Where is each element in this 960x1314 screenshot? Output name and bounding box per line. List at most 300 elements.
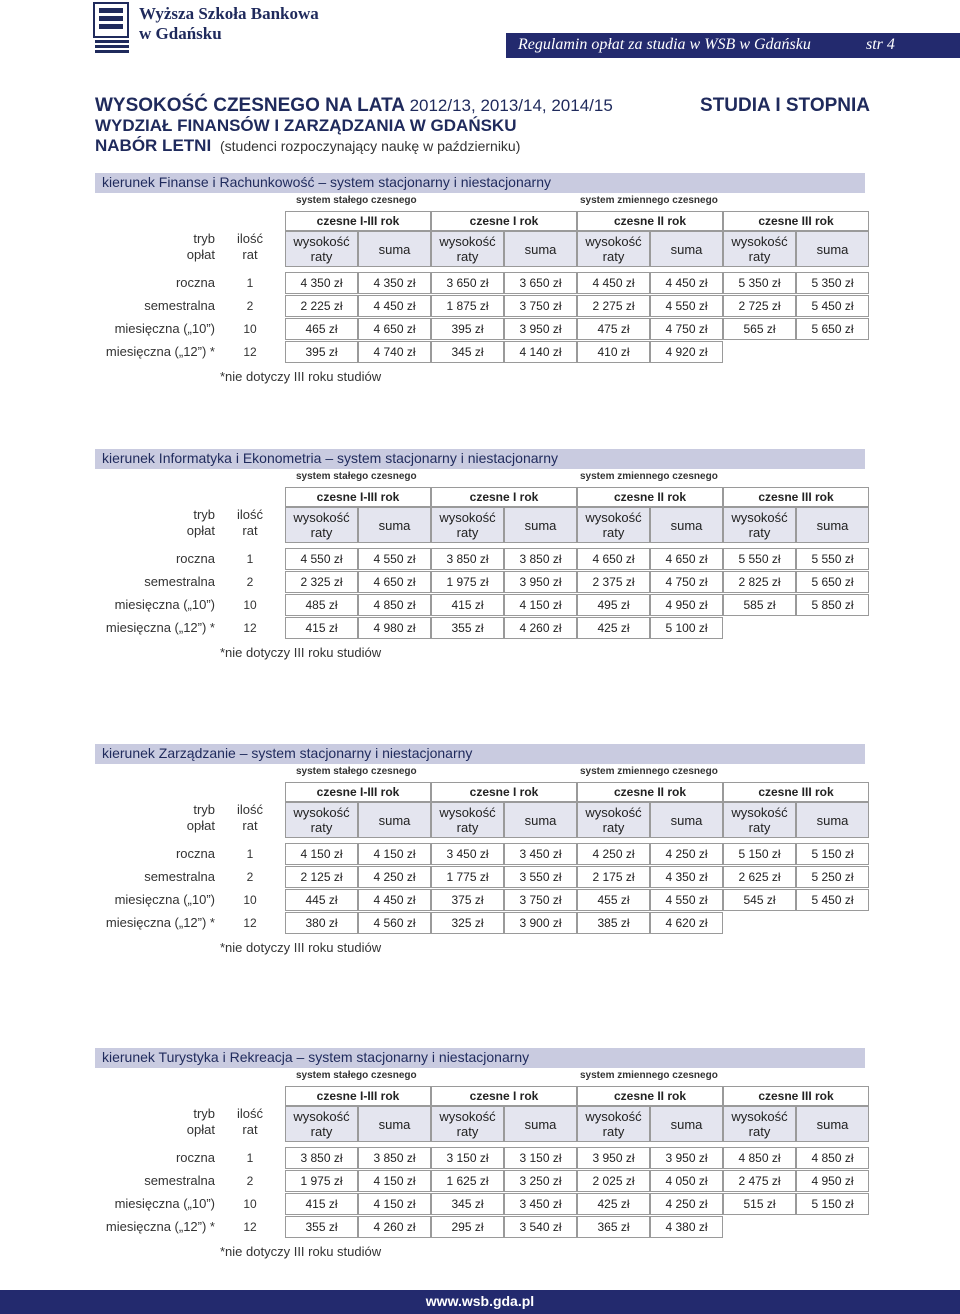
table-cell: 410 zł [577, 341, 650, 363]
table-cell: 3 850 zł [285, 1147, 358, 1169]
row-count: 2 [246, 1174, 254, 1188]
wysokosc-line: wysokość [731, 805, 788, 820]
table-cell: 4 550 zł [650, 889, 723, 911]
table-cell: 485 zł [285, 594, 358, 616]
wysokosc-label [293, 1109, 349, 1139]
table-cell: 4 150 zł [358, 843, 431, 865]
table-cell: 2 125 zł [285, 866, 358, 888]
suma-header [650, 1106, 723, 1142]
raty-line: raty [748, 525, 771, 540]
tryb-label: tryb [193, 507, 215, 522]
section-title: kierunek Informatyka i Ekonometria – system stacjonarny i niestacjonarny [102, 450, 558, 466]
table-cell: 545 zł [723, 889, 796, 911]
raty-line: raty [748, 249, 771, 264]
table-cell: 4 260 zł [358, 1216, 431, 1238]
table-cell: 2 475 zł [723, 1170, 796, 1192]
year-header: czesne I rok [431, 1086, 577, 1106]
title-years: 2012/13, 2013/14, 2014/15 [409, 96, 613, 115]
tryb-label: opłat [186, 247, 215, 262]
table-cell: 4 380 zł [650, 1216, 723, 1238]
table-cell: 1 625 zł [431, 1170, 504, 1192]
row-label: miesięczna („12”) * [105, 1219, 215, 1234]
system-variable-label: system zmiennego czesnego [580, 471, 718, 482]
ilosc-label: rat [242, 1122, 258, 1137]
table-cell: 4 750 zł [650, 571, 723, 593]
row-count: 12 [243, 621, 257, 635]
year-header: czesne I-III rok [285, 211, 431, 231]
table-cell: 585 zł [723, 594, 796, 616]
wysokosc-line: wysokość [439, 510, 496, 525]
suma-label: suma [524, 1116, 557, 1132]
wysokosc-header [431, 802, 504, 838]
suma-header [650, 231, 723, 267]
row-label: semestralna [144, 298, 215, 313]
tryb-header [175, 507, 215, 543]
suma-label: suma [816, 1116, 849, 1132]
ilosc-label: ilość [236, 507, 263, 522]
row-label: miesięczna („10”) [114, 1196, 215, 1211]
row-count: 1 [246, 276, 254, 290]
intake-title: NABÓR LETNI [95, 136, 212, 155]
header-band [506, 33, 960, 58]
table-cell: 4 250 zł [577, 843, 650, 865]
table-cell: 465 zł [285, 318, 358, 340]
ilosc-label: ilość [236, 231, 263, 246]
wysokosc-label [585, 510, 641, 540]
table-cell: 3 750 zł [504, 889, 577, 911]
suma-label: suma [816, 517, 849, 533]
table-cell: 3 900 zł [504, 912, 577, 934]
table-cell: 5 150 zł [796, 843, 869, 865]
table-cell: 4 650 zł [577, 548, 650, 570]
suma-label: suma [816, 241, 849, 257]
table-cell: 515 zł [723, 1193, 796, 1215]
raty-line: raty [602, 820, 625, 835]
table-cell: 345 zł [431, 341, 504, 363]
table-cell: 4 850 zł [723, 1147, 796, 1169]
tryb-label: tryb [193, 231, 215, 246]
table-cell: 4 450 zł [650, 272, 723, 294]
wysokosc-line: wysokość [585, 234, 642, 249]
row-count: 2 [246, 299, 254, 313]
table-cell: 1 775 zł [431, 866, 504, 888]
table-cell: 2 375 zł [577, 571, 650, 593]
table-cell: 3 950 zł [650, 1147, 723, 1169]
row-count: 2 [246, 575, 254, 589]
table-cell: 2 825 zł [723, 571, 796, 593]
suma-header [358, 1106, 431, 1142]
table-cell: 4 650 zł [650, 548, 723, 570]
raty-line: raty [310, 525, 333, 540]
raty-line: raty [456, 525, 479, 540]
table-cell: 3 150 zł [504, 1147, 577, 1169]
page-title [95, 95, 870, 156]
suma-header [504, 507, 577, 543]
suma-header [358, 231, 431, 267]
wysokosc-header [431, 1106, 504, 1142]
ilosc-header [228, 231, 272, 267]
section-title: kierunek Finanse i Rachunkowość – system stacjonarny i niestacjonarny [102, 174, 551, 190]
year-header: czesne I-III rok [285, 487, 431, 507]
raty-line: raty [748, 820, 771, 835]
table-cell: 4 150 zł [358, 1193, 431, 1215]
table-cell: 4 750 zł [650, 318, 723, 340]
table-cell: 4 050 zł [650, 1170, 723, 1192]
table-cell: 4 950 zł [650, 594, 723, 616]
wysokosc-line: wysokość [585, 1109, 642, 1124]
suma-label: suma [670, 517, 703, 533]
row-label: roczna [175, 551, 215, 566]
table-cell: 345 zł [431, 1193, 504, 1215]
table-cell: 415 zł [285, 1193, 358, 1215]
table-cell: 4 550 zł [285, 548, 358, 570]
year-header: czesne I rok [431, 782, 577, 802]
wysokosc-line: wysokość [731, 510, 788, 525]
table-cell: 5 450 zł [796, 889, 869, 911]
tryb-label: tryb [193, 1106, 215, 1121]
row-count: 10 [243, 322, 257, 336]
suma-label: suma [378, 812, 411, 828]
section-title-band [95, 1048, 865, 1068]
suma-label: suma [378, 517, 411, 533]
table-cell: 5 550 zł [723, 548, 796, 570]
raty-line: raty [456, 820, 479, 835]
suma-header [504, 802, 577, 838]
suma-header [796, 231, 869, 267]
tryb-header [175, 1106, 215, 1142]
table-cell: 325 zł [431, 912, 504, 934]
ilosc-label: rat [242, 523, 258, 538]
wysokosc-line: wysokość [293, 1109, 350, 1124]
table-cell: 2 275 zł [577, 295, 650, 317]
wysokosc-label [439, 1109, 495, 1139]
table-cell: 4 140 zł [504, 341, 577, 363]
row-label: semestralna [144, 869, 215, 884]
study-stage: STUDIA I STOPNIA [700, 95, 870, 116]
footnote: *nie dotyczy III roku studiów [220, 369, 382, 384]
wysokosc-label [731, 1109, 787, 1139]
wysokosc-label [585, 234, 641, 264]
row-count: 10 [243, 893, 257, 907]
table-cell: 3 950 zł [577, 1147, 650, 1169]
table-cell: 475 zł [577, 318, 650, 340]
system-fixed-label: system stałego czesnego [296, 766, 417, 777]
row-label: miesięczna („12”) * [105, 620, 215, 635]
wysokosc-header [723, 231, 796, 267]
table-cell: 445 zł [285, 889, 358, 911]
table-cell: 495 zł [577, 594, 650, 616]
row-label: miesięczna („10”) [114, 597, 215, 612]
wysokosc-line: wysokość [293, 510, 350, 525]
ilosc-label: rat [242, 247, 258, 262]
table-cell: 3 850 zł [504, 548, 577, 570]
table-cell: 4 550 zł [650, 295, 723, 317]
suma-header [504, 1106, 577, 1142]
wysokosc-header [723, 507, 796, 543]
table-cell: 5 450 zł [796, 295, 869, 317]
footnote: *nie dotyczy III roku studiów [220, 940, 382, 955]
table-cell: 4 850 zł [358, 594, 431, 616]
row-label: roczna [175, 846, 215, 861]
table-cell: 4 350 zł [650, 866, 723, 888]
table-cell: 3 450 zł [504, 843, 577, 865]
table-cell: 2 625 zł [723, 866, 796, 888]
table-cell: 425 zł [577, 617, 650, 639]
table-cell: 5 350 zł [796, 272, 869, 294]
raty-line: raty [602, 1124, 625, 1139]
row-count: 1 [246, 1151, 254, 1165]
row-label: miesięczna („10”) [114, 892, 215, 907]
table-cell: 4 250 zł [650, 843, 723, 865]
year-header: czesne III rok [723, 1086, 869, 1106]
table-cell: 415 zł [431, 594, 504, 616]
table-cell: 4 350 zł [358, 272, 431, 294]
raty-line: raty [456, 249, 479, 264]
wysokosc-header [285, 507, 358, 543]
table-cell: 4 850 zł [796, 1147, 869, 1169]
raty-line: raty [748, 1124, 771, 1139]
table-cell: 5 650 zł [796, 318, 869, 340]
row-count: 1 [246, 552, 254, 566]
year-header: czesne I-III rok [285, 1086, 431, 1106]
suma-header [796, 1106, 869, 1142]
website-link[interactable]: www.wsb.gda.pl [425, 1293, 535, 1309]
tuition-section [95, 449, 865, 664]
suma-label: suma [524, 241, 557, 257]
row-count: 12 [243, 1220, 257, 1234]
wysokosc-header [723, 1106, 796, 1142]
wysokosc-line: wysokość [585, 805, 642, 820]
suma-label: suma [816, 812, 849, 828]
table-cell: 3 950 zł [504, 571, 577, 593]
wysokosc-line: wysokość [293, 805, 350, 820]
system-fixed-label: system stałego czesnego [296, 471, 417, 482]
table-cell: 395 zł [285, 341, 358, 363]
raty-line: raty [602, 249, 625, 264]
year-header: czesne II rok [577, 487, 723, 507]
tryb-header [175, 802, 215, 838]
tryb-label: opłat [186, 818, 215, 833]
suma-header [796, 507, 869, 543]
intake-note: (studenci rozpoczynający naukę w październiku) [220, 138, 521, 154]
tryb-header [175, 231, 215, 267]
table-cell: 4 740 zł [358, 341, 431, 363]
table-cell: 3 540 zł [504, 1216, 577, 1238]
table-cell: 1 975 zł [431, 571, 504, 593]
table-cell: 355 zł [285, 1216, 358, 1238]
table-cell: 3 650 zł [431, 272, 504, 294]
table-cell: 3 450 zł [431, 843, 504, 865]
row-count: 2 [246, 870, 254, 884]
wysokosc-label [731, 805, 787, 835]
table-cell: 3 150 zł [431, 1147, 504, 1169]
section-title-band [95, 449, 865, 469]
logo-name: Wyższa Szkoła Bankowa w Gdańsku [139, 4, 319, 43]
wysokosc-label [585, 1109, 641, 1139]
table-cell: 4 980 zł [358, 617, 431, 639]
suma-label: suma [378, 241, 411, 257]
document-title: Regulamin opłat za studia w WSB w Gdańsku [518, 36, 811, 53]
title-main: WYSOKOŚĆ CZESNEGO NA LATA [95, 95, 405, 116]
table-cell: 5 350 zł [723, 272, 796, 294]
ilosc-label: ilość [236, 802, 263, 817]
table-cell: 2 025 zł [577, 1170, 650, 1192]
system-variable-label: system zmiennego czesnego [580, 766, 718, 777]
table-cell: 4 620 zł [650, 912, 723, 934]
table-cell: 3 550 zł [504, 866, 577, 888]
wsb-logo [93, 2, 353, 54]
tryb-label: tryb [193, 802, 215, 817]
wsb-emblem-icon [93, 2, 133, 54]
table-cell: 3 450 zł [504, 1193, 577, 1215]
tryb-label: opłat [186, 1122, 215, 1137]
wysokosc-header [577, 802, 650, 838]
wysokosc-label [293, 805, 349, 835]
year-header: czesne II rok [577, 1086, 723, 1106]
table-cell: 4 250 zł [358, 866, 431, 888]
wysokosc-header [285, 1106, 358, 1142]
row-label: miesięczna („12”) * [105, 915, 215, 930]
table-cell: 3 850 zł [358, 1147, 431, 1169]
wysokosc-header [431, 507, 504, 543]
table-cell: 4 950 zł [796, 1170, 869, 1192]
wysokosc-label [293, 510, 349, 540]
row-label: roczna [175, 1150, 215, 1165]
table-cell: 375 zł [431, 889, 504, 911]
tryb-label: opłat [186, 523, 215, 538]
table-cell: 3 750 zł [504, 295, 577, 317]
table-cell: 4 450 zł [577, 272, 650, 294]
wysokosc-line: wysokość [585, 510, 642, 525]
table-cell: 3 250 zł [504, 1170, 577, 1192]
table-cell: 1 875 zł [431, 295, 504, 317]
suma-label: suma [524, 517, 557, 533]
year-header: czesne II rok [577, 211, 723, 231]
system-fixed-label: system stałego czesnego [296, 1070, 417, 1081]
row-count: 1 [246, 847, 254, 861]
wysokosc-label [439, 234, 495, 264]
wysokosc-header [285, 231, 358, 267]
table-cell: 4 450 zł [358, 889, 431, 911]
suma-header [504, 231, 577, 267]
wysokosc-label [731, 234, 787, 264]
table-cell: 5 650 zł [796, 571, 869, 593]
table-cell: 4 920 zł [650, 341, 723, 363]
row-label: semestralna [144, 1173, 215, 1188]
year-header: czesne III rok [723, 782, 869, 802]
row-count: 10 [243, 1197, 257, 1211]
table-cell: 4 150 zł [285, 843, 358, 865]
table-cell: 4 150 zł [504, 594, 577, 616]
raty-line: raty [456, 1124, 479, 1139]
page-number: str 4 [866, 36, 895, 53]
table-cell: 295 zł [431, 1216, 504, 1238]
wysokosc-label [585, 805, 641, 835]
table-cell: 5 550 zł [796, 548, 869, 570]
table-cell: 4 450 zł [358, 295, 431, 317]
section-title: kierunek Turystyka i Rekreacja – system stacjonarny i niestacjonarny [102, 1049, 530, 1065]
suma-label: suma [670, 812, 703, 828]
table-cell: 4 550 zł [358, 548, 431, 570]
suma-header [358, 802, 431, 838]
wysokosc-label [731, 510, 787, 540]
wysokosc-label [439, 510, 495, 540]
section-title: kierunek Zarządzanie – system stacjonarny i niestacjonarny [102, 745, 473, 761]
table-cell: 4 260 zł [504, 617, 577, 639]
system-fixed-label: system stałego czesnego [296, 195, 417, 206]
table-cell: 5 100 zł [650, 617, 723, 639]
table-cell: 385 zł [577, 912, 650, 934]
wysokosc-line: wysokość [439, 805, 496, 820]
tuition-section [95, 173, 865, 388]
table-cell: 425 zł [577, 1193, 650, 1215]
table-cell: 395 zł [431, 318, 504, 340]
table-cell: 1 975 zł [285, 1170, 358, 1192]
section-title-band [95, 173, 865, 193]
wysokosc-header [285, 802, 358, 838]
wysokosc-line: wysokość [731, 1109, 788, 1124]
wysokosc-label [293, 234, 349, 264]
footer-band [0, 1290, 960, 1314]
table-cell: 3 850 zł [431, 548, 504, 570]
wysokosc-header [431, 231, 504, 267]
table-cell: 4 650 zł [358, 571, 431, 593]
table-cell: 5 150 zł [796, 1193, 869, 1215]
wysokosc-line: wysokość [731, 234, 788, 249]
wysokosc-header [577, 1106, 650, 1142]
footnote: *nie dotyczy III roku studiów [220, 645, 382, 660]
row-count: 12 [243, 345, 257, 359]
table-cell: 380 zł [285, 912, 358, 934]
wysokosc-line: wysokość [293, 234, 350, 249]
row-count: 12 [243, 916, 257, 930]
table-cell: 2 175 zł [577, 866, 650, 888]
table-cell: 365 zł [577, 1216, 650, 1238]
wysokosc-header [723, 802, 796, 838]
suma-label: suma [670, 241, 703, 257]
table-cell: 4 650 zł [358, 318, 431, 340]
ilosc-label: rat [242, 818, 258, 833]
suma-label: suma [670, 1116, 703, 1132]
row-label: roczna [175, 275, 215, 290]
wysokosc-header [577, 231, 650, 267]
table-cell: 5 150 zł [723, 843, 796, 865]
row-label: semestralna [144, 574, 215, 589]
table-cell: 4 250 zł [650, 1193, 723, 1215]
year-header: czesne I rok [431, 211, 577, 231]
year-header: czesne I rok [431, 487, 577, 507]
raty-line: raty [310, 1124, 333, 1139]
year-header: czesne III rok [723, 487, 869, 507]
year-header: czesne I-III rok [285, 782, 431, 802]
wysokosc-label [439, 805, 495, 835]
suma-label: suma [524, 812, 557, 828]
raty-line: raty [310, 820, 333, 835]
ilosc-header [228, 802, 272, 838]
year-header: czesne III rok [723, 211, 869, 231]
table-cell: 3 950 zł [504, 318, 577, 340]
system-variable-label: system zmiennego czesnego [580, 195, 718, 206]
table-cell: 2 725 zł [723, 295, 796, 317]
section-title-band [95, 744, 865, 764]
raty-line: raty [602, 525, 625, 540]
table-cell: 415 zł [285, 617, 358, 639]
suma-header [650, 507, 723, 543]
tuition-section [95, 744, 865, 959]
year-header: czesne II rok [577, 782, 723, 802]
table-cell: 3 650 zł [504, 272, 577, 294]
wysokosc-header [577, 507, 650, 543]
